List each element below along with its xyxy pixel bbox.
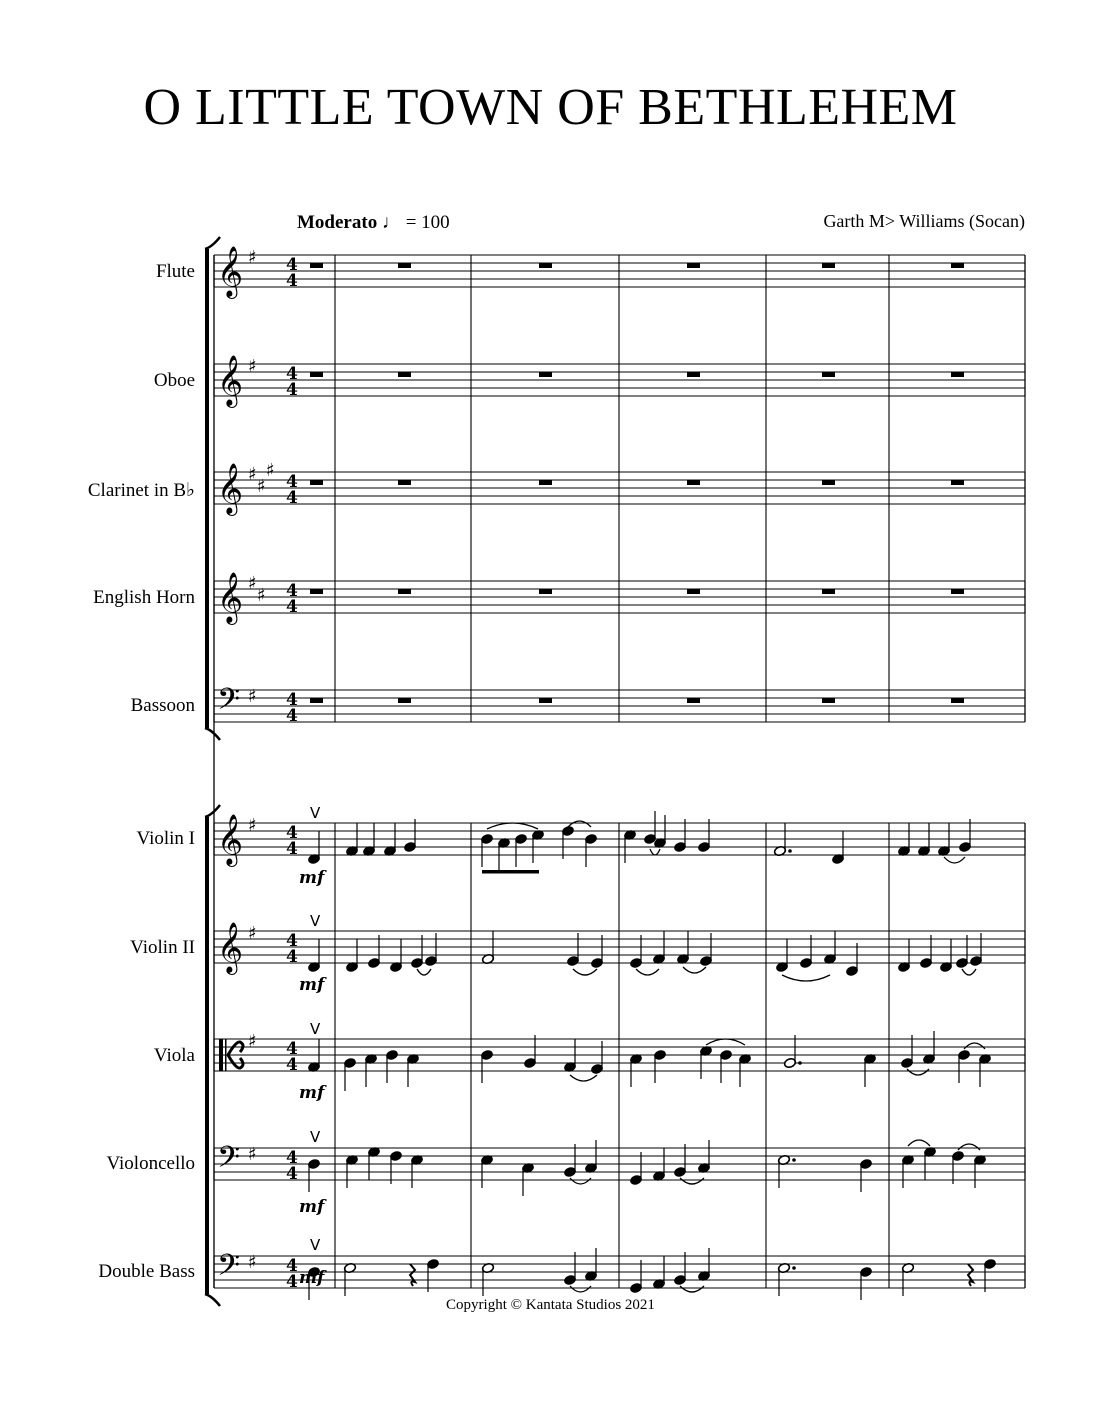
dynamic-mf: mf <box>299 1268 325 1288</box>
beam <box>482 870 539 874</box>
instrument-label-clarinet: Clarinet in B♭ <box>87 480 195 501</box>
whole-rest <box>539 698 552 703</box>
slur <box>487 823 538 829</box>
time-signature-numerator: 4 <box>286 931 298 951</box>
whole-rest <box>822 263 835 268</box>
sharp-icon: ♯ <box>248 1031 257 1052</box>
slur <box>570 1075 597 1081</box>
whole-rest <box>539 480 552 485</box>
time-signature-denominator: 4 <box>286 488 298 508</box>
whole-rest <box>398 480 411 485</box>
composer-credit: Garth M> Williams (Socan) <box>823 211 1025 231</box>
slur <box>650 849 660 855</box>
quarter-rest <box>968 1264 973 1286</box>
sharp-icon: ♯ <box>248 815 257 836</box>
instrument-label-oboe: Oboe <box>153 370 195 391</box>
whole-rest <box>398 698 411 703</box>
whole-rest <box>398 372 411 377</box>
whole-rest <box>539 263 552 268</box>
bass-clef-icon: 𝄢 <box>217 1141 241 1182</box>
time-signature-numerator: 4 <box>286 1148 298 1168</box>
slur <box>962 969 976 975</box>
whole-rest <box>822 480 835 485</box>
up-bow-mark: V <box>310 1128 321 1146</box>
time-signature-numerator: 4 <box>286 1039 298 1059</box>
whole-rest <box>398 589 411 594</box>
slur <box>570 1178 591 1184</box>
treble-clef-icon: 𝄞 <box>217 572 244 623</box>
treble-clef-icon: 𝄞 <box>217 463 244 514</box>
bracket-bottom-hook <box>205 728 220 740</box>
sharp-icon: ♯ <box>248 923 257 944</box>
slur <box>636 969 659 975</box>
treble-clef-icon: 𝄞 <box>217 814 244 865</box>
up-bow-mark: V <box>310 804 321 822</box>
treble-clef-icon: 𝄞 <box>217 246 244 297</box>
slur <box>706 1039 745 1045</box>
whole-rest <box>539 589 552 594</box>
alto-clef-icon <box>219 1039 223 1071</box>
time-signature-denominator: 4 <box>286 597 298 617</box>
instrument-label-flute: Flute <box>155 261 195 282</box>
sharp-icon: ♯ <box>248 573 257 594</box>
time-signature-numerator: 4 <box>286 472 298 492</box>
dynamic-mf: mf <box>299 1083 325 1103</box>
time-signature-numerator: 4 <box>286 823 298 843</box>
time-signature-numerator: 4 <box>286 690 298 710</box>
time-signature-denominator: 4 <box>286 380 298 400</box>
page-title: O LITTLE TOWN OF BETHLEHEM <box>143 79 958 136</box>
slur <box>680 1286 704 1292</box>
time-signature-denominator: 4 <box>286 839 298 859</box>
slur <box>568 821 591 827</box>
slur <box>958 1144 980 1150</box>
sharp-icon: ♯ <box>248 247 257 268</box>
instrument-label-double-bass: Double Bass <box>98 1261 195 1282</box>
treble-clef-icon: 𝄞 <box>217 355 244 406</box>
slur <box>907 1069 929 1075</box>
whole-rest <box>687 589 700 594</box>
slur <box>570 1286 591 1292</box>
sharp-icon: ♯ <box>248 1252 257 1273</box>
augmentation-dot <box>798 1061 802 1065</box>
whole-rest <box>951 263 964 268</box>
time-signature-denominator: 4 <box>286 947 298 967</box>
instrument-label-viola: Viola <box>153 1045 195 1066</box>
dynamic-mf: mf <box>299 975 325 995</box>
whole-rest <box>310 372 323 377</box>
bass-clef-icon: 𝄢 <box>217 1249 241 1290</box>
instrument-label-english-horn: English Horn <box>93 587 195 608</box>
time-signature-denominator: 4 <box>286 1164 298 1184</box>
slur <box>782 975 830 981</box>
group-bracket <box>205 817 209 1294</box>
instrument-label-cello: Violoncello <box>106 1153 195 1174</box>
group-bracket <box>205 249 209 728</box>
sharp-icon: ♯ <box>257 476 266 497</box>
sharp-icon: ♯ <box>248 356 257 377</box>
treble-clef-icon: 𝄞 <box>217 922 244 973</box>
whole-rest <box>951 589 964 594</box>
whole-rest <box>687 263 700 268</box>
slur <box>964 1043 985 1049</box>
augmentation-dot <box>788 849 792 853</box>
slur <box>680 1178 704 1184</box>
time-signature-numerator: 4 <box>286 364 298 384</box>
whole-rest <box>951 480 964 485</box>
whole-rest <box>822 698 835 703</box>
quarter-rest <box>410 1264 415 1286</box>
whole-rest <box>310 480 323 485</box>
whole-rest <box>951 698 964 703</box>
bass-clef-icon: 𝄢 <box>217 683 241 724</box>
whole-rest <box>539 372 552 377</box>
quarter-note-icon: ♩ <box>381 212 401 233</box>
whole-rest <box>310 698 323 703</box>
slur <box>683 967 706 973</box>
whole-rest <box>687 698 700 703</box>
sharp-icon: ♯ <box>257 585 266 606</box>
time-signature-denominator: 4 <box>286 1272 298 1292</box>
sharp-icon: ♯ <box>266 460 275 481</box>
slur <box>944 857 965 863</box>
time-signature-denominator: 4 <box>286 1055 298 1075</box>
time-signature-numerator: 4 <box>286 255 298 275</box>
augmentation-dot <box>792 1158 796 1162</box>
sharp-icon: ♯ <box>248 686 257 707</box>
whole-rest <box>687 480 700 485</box>
instrument-label-violin-1: Violin I <box>136 828 195 849</box>
slur <box>417 969 431 975</box>
tempo-word: Moderato <box>297 212 378 233</box>
augmentation-dot <box>792 1266 796 1270</box>
up-bow-mark: V <box>310 1020 321 1038</box>
time-signature-denominator: 4 <box>286 706 298 726</box>
tempo-value: = 100 <box>405 212 450 233</box>
copyright-notice: Copyright © Kantata Studios 2021 <box>446 1297 655 1313</box>
dynamic-mf: mf <box>299 1197 325 1217</box>
whole-rest <box>951 372 964 377</box>
up-bow-mark: V <box>310 1236 321 1254</box>
whole-rest <box>822 589 835 594</box>
sharp-icon: ♯ <box>248 1144 257 1165</box>
whole-rest <box>687 372 700 377</box>
instrument-label-violin-2: Violin II <box>130 937 195 958</box>
time-signature-numerator: 4 <box>286 581 298 601</box>
dynamic-mf: mf <box>299 868 325 888</box>
whole-rest <box>398 263 411 268</box>
whole-rest <box>310 589 323 594</box>
instrument-label-bassoon: Bassoon <box>130 695 195 716</box>
whole-rest <box>310 263 323 268</box>
time-signature-denominator: 4 <box>286 271 298 291</box>
whole-rest <box>822 372 835 377</box>
slur <box>573 969 597 975</box>
alto-clef-icon <box>225 1039 227 1071</box>
time-signature-numerator: 4 <box>286 1256 298 1276</box>
up-bow-mark: V <box>310 912 321 930</box>
slur <box>908 1140 930 1146</box>
sharp-icon: ♯ <box>248 464 257 485</box>
